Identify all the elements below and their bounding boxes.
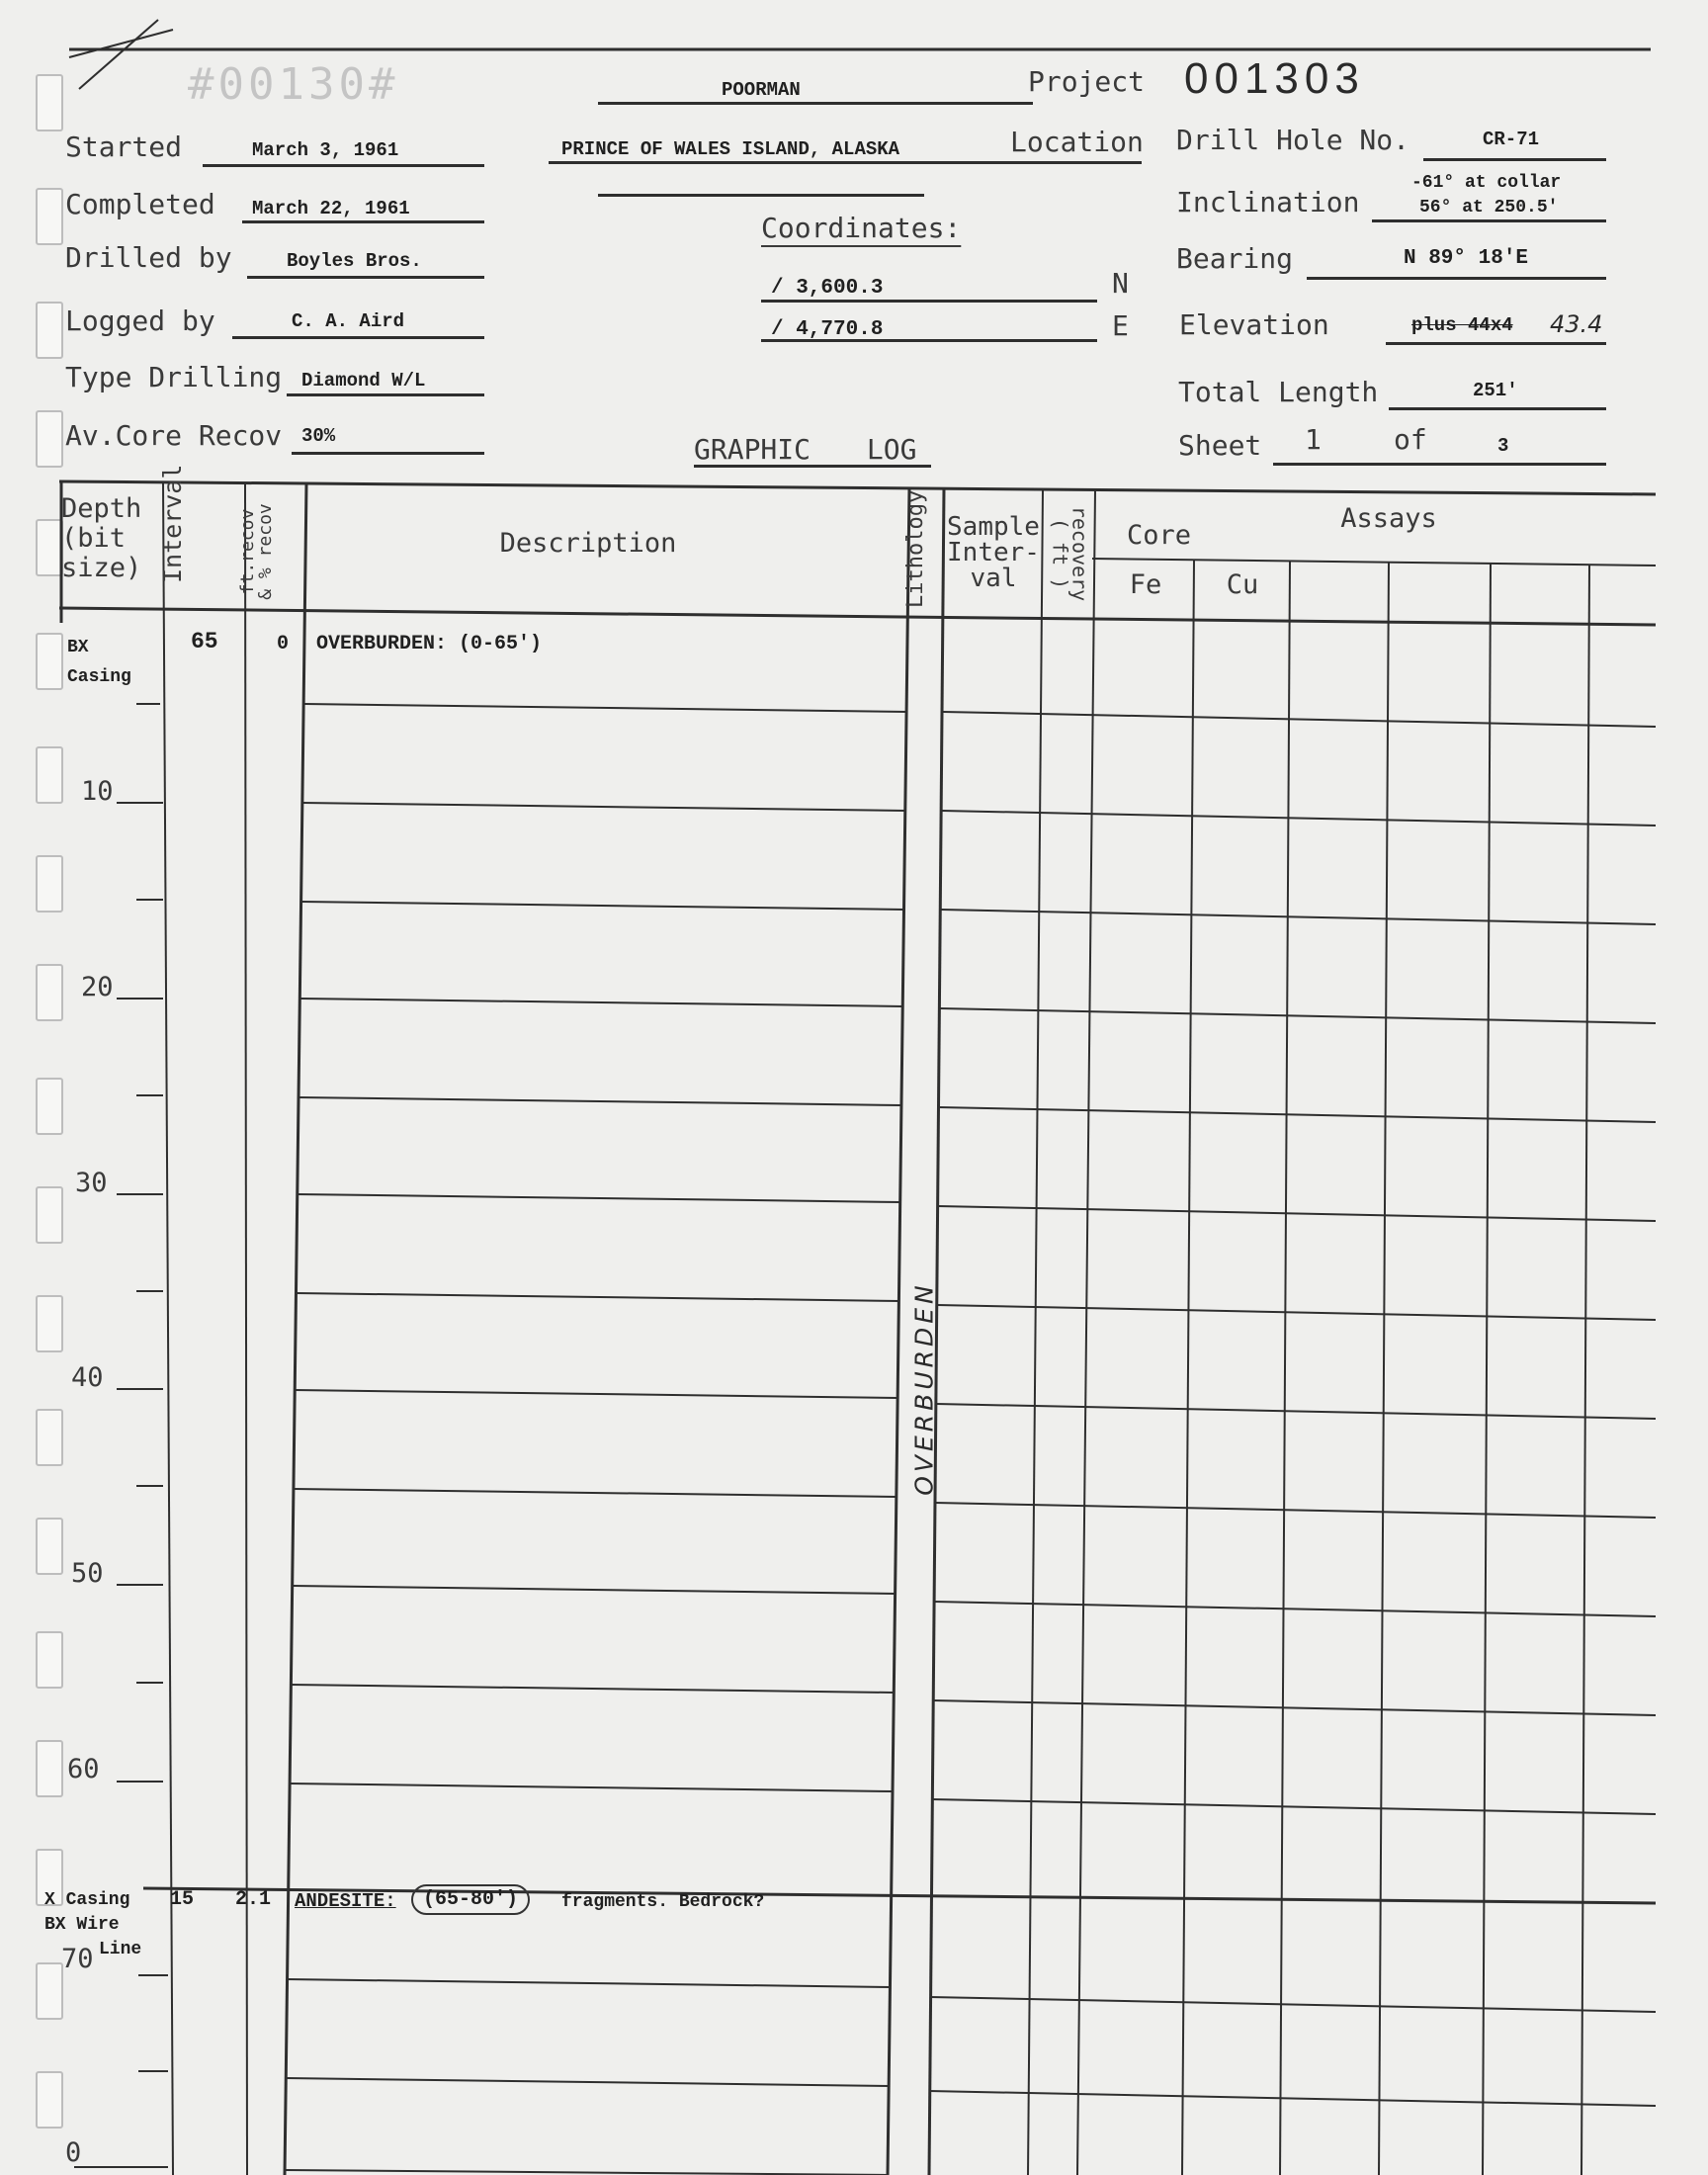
- row1-bit-size: [67, 633, 131, 692]
- inclination-line2: 56° at 250.5': [1419, 198, 1559, 218]
- inclination-label: Inclination: [1176, 186, 1360, 218]
- completed-label: Completed: [65, 188, 215, 220]
- row1-bit-line1: BX: [67, 638, 89, 657]
- row1-description: OVERBURDEN: (0-65'): [316, 633, 543, 655]
- depth-mark: 50: [71, 1558, 104, 1589]
- coordinate-north: / 3,600.3: [771, 277, 884, 300]
- drill-hole-label: Drill Hole No.: [1176, 124, 1410, 156]
- header-sample-line3: val: [970, 564, 1017, 593]
- depth-mark: 0: [65, 2137, 82, 2168]
- logged-by-value: C. A. Aird: [292, 310, 405, 332]
- coordinate-north-suffix: N: [1112, 267, 1129, 300]
- logged-by-label: Logged by: [65, 304, 215, 337]
- lithology-label: OVERBURDEN: [909, 1281, 939, 1496]
- drilled-by-value: Boyles Bros.: [287, 250, 422, 272]
- row2-depth-range: (65-80'): [411, 1884, 530, 1915]
- location-label: Location: [1010, 126, 1144, 158]
- header-description: Description: [499, 528, 677, 559]
- header-recovery: [1048, 502, 1092, 606]
- row2-rock-type: ANDESITE:: [295, 1890, 396, 1912]
- elevation-value-corrected: 43.4: [1550, 310, 1603, 338]
- drilled-by-label: Drilled by: [65, 241, 232, 274]
- header-assays: Assays: [1340, 503, 1437, 534]
- header-sample-interval: [944, 514, 1043, 591]
- header-depth: [61, 494, 160, 583]
- header-recov: [239, 502, 275, 601]
- type-drilling-label: Type Drilling: [65, 361, 283, 393]
- coordinate-east: / 4,770.8: [771, 318, 884, 341]
- inclination-line1: -61° at collar: [1411, 173, 1562, 193]
- row1-recov: 0: [277, 633, 290, 655]
- project-label: Project: [1028, 65, 1146, 98]
- coordinate-east-suffix: E: [1112, 309, 1129, 342]
- project-name: POORMAN: [722, 79, 801, 101]
- header-recov-line2: & % recov: [255, 503, 276, 600]
- depth-mark: 60: [67, 1754, 100, 1784]
- bearing-value: N 89° 18'E: [1404, 247, 1529, 270]
- av-core-recov-label: Av.Core Recov: [65, 419, 283, 452]
- header-cu: Cu: [1226, 569, 1259, 600]
- header-core: Core: [1126, 520, 1192, 551]
- bearing-label: Bearing: [1176, 242, 1294, 275]
- header-lithology: Lithology: [903, 489, 928, 608]
- header-fe: Fe: [1129, 569, 1162, 600]
- started-label: Started: [65, 130, 183, 163]
- header-depth-line2: (bit: [61, 523, 127, 554]
- depth-mark: 20: [81, 972, 114, 1002]
- header-recov-line1: ft.recov: [237, 508, 258, 595]
- type-drilling-value: Diamond W/L: [301, 370, 426, 392]
- header-depth-line1: Depth: [61, 493, 142, 524]
- sheet-number: 1: [1305, 423, 1322, 456]
- row2-bit-line1: X Casing: [44, 1890, 130, 1910]
- header-interval: Interval: [158, 464, 187, 583]
- total-length-value: 251': [1473, 380, 1518, 401]
- row2-interval: 15: [170, 1888, 195, 1911]
- row1-interval: 65: [191, 629, 218, 654]
- header-recovery-line1: recovery: [1068, 505, 1092, 602]
- sheet-label: Sheet: [1178, 429, 1262, 462]
- sheet-total: 3: [1497, 435, 1509, 457]
- header-depth-line3: size): [61, 553, 142, 583]
- coordinates-label: Coordinates:: [761, 212, 962, 244]
- location-value: PRINCE OF WALES ISLAND, ALASKA: [561, 138, 900, 160]
- row2-recov: 2.1: [235, 1888, 272, 1911]
- row2-bit-size: [44, 1888, 141, 1962]
- total-length-label: Total Length: [1178, 376, 1379, 408]
- header-sample-line2: Inter-: [947, 538, 1040, 567]
- faint-stamp: #00130#: [188, 59, 399, 110]
- row2-remarks: fragments. Bedrock?: [561, 1892, 765, 1912]
- header-sample-line1: Sample: [947, 512, 1040, 542]
- graphic-log-title: GRAPHIC LOG: [694, 433, 917, 466]
- completed-value: March 22, 1961: [252, 198, 410, 219]
- header-recovery-line2: ( ft ): [1048, 517, 1072, 590]
- row2-bit-line2: BX Wire: [44, 1915, 120, 1935]
- sheet-of-label: of: [1394, 423, 1427, 456]
- av-core-recov-value: 30%: [301, 425, 336, 447]
- depth-mark: 70: [61, 1944, 94, 1974]
- elevation-label: Elevation: [1179, 308, 1329, 341]
- depth-mark: 10: [81, 776, 114, 807]
- depth-mark: 30: [75, 1168, 108, 1198]
- started-value: March 3, 1961: [252, 139, 399, 161]
- row1-bit-line2: Casing: [67, 667, 131, 687]
- row2-bit-line3: Line: [99, 1940, 142, 1959]
- depth-mark: 40: [71, 1362, 104, 1393]
- elevation-value-struck: plus 44x4: [1411, 314, 1513, 336]
- project-number: 001303: [1184, 54, 1365, 103]
- drill-hole-value: CR-71: [1483, 129, 1540, 150]
